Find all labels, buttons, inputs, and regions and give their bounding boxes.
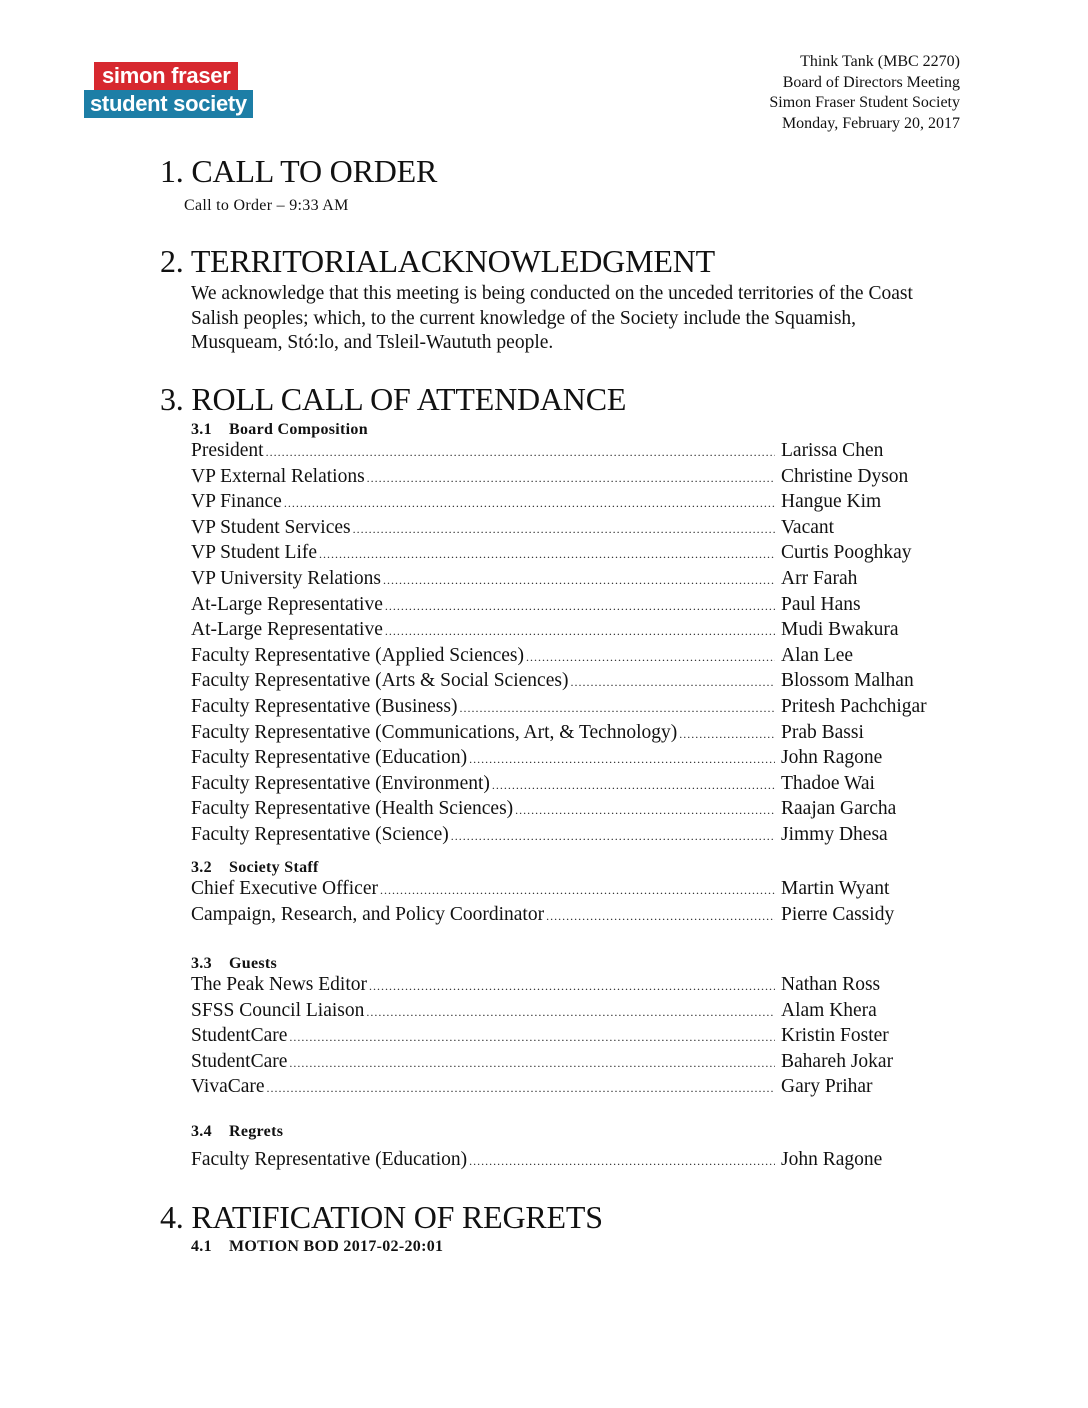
section-call-to-order-title: 1. CALL TO ORDER — [160, 153, 438, 189]
attendance-name: Christine Dyson — [781, 465, 909, 487]
attendance-name: Blossom Malhan — [781, 670, 914, 692]
guests-heading: 3.3 Guests — [191, 955, 278, 972]
dot-leader — [385, 619, 775, 644]
attendance-name: Gary Prihar — [781, 1076, 873, 1098]
meeting-type: Board of Directors Meeting — [782, 73, 960, 91]
meeting-org: Simon Fraser Student Society — [769, 94, 960, 111]
attendance-row — [191, 1075, 951, 1101]
society-staff — [191, 859, 971, 928]
attendance-name: Prab Bassi — [781, 721, 864, 743]
attendance-row — [191, 439, 951, 465]
attendance-role: VP University Relations — [191, 567, 381, 589]
dot-leader — [267, 1076, 775, 1101]
dot-leader — [679, 722, 775, 747]
motion-heading: 4.1 MOTION BOD 2017-02-20:01 — [191, 1238, 444, 1255]
attendance-name: Bahareh Jokar — [781, 1050, 894, 1072]
attendance-row — [191, 746, 951, 772]
attendance-name: Curtis Pooghkay — [781, 542, 912, 564]
dot-leader — [366, 1000, 775, 1025]
attendance-row — [191, 669, 951, 695]
dot-leader — [515, 798, 775, 823]
attendance-role: Campaign, Research, and Policy Coordinator — [191, 903, 545, 925]
dot-leader — [367, 466, 775, 491]
attendance-role: Chief Executive Officer — [191, 878, 378, 899]
dot-leader — [383, 568, 775, 593]
attendance-role: Faculty Representative (Education) — [191, 1149, 468, 1170]
attendance-name: John Ragone — [781, 1149, 883, 1170]
section-roll-call-title: 3. ROLL CALL OF ATTENDANCE — [160, 381, 627, 417]
call-to-order-time: Call to Order – 9:33 AM — [184, 197, 349, 214]
attendance-name: Alam Khera — [781, 999, 877, 1021]
dot-leader — [284, 491, 775, 516]
society-staff-heading: 3.2 Society Staff — [191, 859, 319, 876]
logo-line-1: simon fraser — [94, 62, 238, 90]
attendance-row — [191, 695, 951, 721]
dot-leader — [266, 440, 775, 465]
attendance-row — [191, 797, 951, 823]
attendance-row — [191, 644, 951, 670]
dot-leader — [546, 904, 775, 929]
attendance-name: Hangue Kim — [781, 491, 882, 513]
attendance-row — [191, 877, 951, 903]
regrets — [191, 1123, 971, 1174]
attendance-role: Faculty Representative (Arts & Social Sciences) — [191, 670, 569, 692]
regrets-heading: 3.4 Regrets — [191, 1123, 284, 1140]
board-composition-heading: 3.1 Board Composition — [191, 421, 368, 438]
attendance-role: At-Large Representative — [191, 593, 383, 615]
attendance-role: SFSS Council Liaison — [191, 999, 365, 1021]
logo-line-2: student society — [84, 90, 253, 118]
attendance-name: Jimmy Dhesa — [781, 823, 888, 845]
meeting-date: Monday, February 20, 2017 — [781, 114, 960, 132]
attendance-row — [191, 772, 951, 798]
attendance-row — [191, 541, 951, 567]
attendance-row — [191, 823, 951, 849]
dot-leader — [385, 594, 775, 619]
dot-leader — [459, 696, 775, 721]
sfss-logo — [84, 62, 264, 118]
guests-list — [191, 973, 971, 1101]
dot-leader — [469, 747, 775, 772]
attendance-name: Arr Farah — [781, 567, 858, 589]
attendance-row — [191, 1148, 951, 1174]
attendance-role: StudentCare — [191, 1025, 288, 1047]
section-ratification-title: 4. RATIFICATION OF REGRETS — [160, 1199, 603, 1235]
attendance-role: VP External Relations — [191, 465, 365, 487]
society-staff-list — [191, 877, 971, 928]
attendance-row — [191, 721, 951, 747]
territorial-acknowledgment-text: We acknowledge that this meeting is being conducted on the unceded territories of the Coast Salish peoples; which, to the current knowledge of the Society include the Squamish, Musqueam, Stó:lo, and Tsleil-Waututh people. — [191, 283, 913, 353]
attendance-role: VP Student Life — [191, 542, 318, 564]
attendance-role: StudentCare — [191, 1050, 288, 1072]
attendance-role: Faculty Representative (Environment) — [191, 772, 490, 794]
attendance-role: Faculty Representative (Health Sciences) — [191, 798, 514, 820]
attendance-role: Faculty Representative (Education) — [191, 747, 468, 769]
attendance-role: At-Large Representative — [191, 619, 383, 641]
attendance-name: Vacant — [781, 516, 835, 538]
dot-leader — [369, 974, 775, 999]
dot-leader — [353, 517, 775, 542]
dot-leader — [451, 824, 775, 849]
attendance-role: Faculty Representative (Business) — [191, 695, 458, 717]
attendance-row — [191, 1024, 951, 1050]
attendance-row — [191, 999, 951, 1025]
section-territorial-title: 2. TERRITORIALACKNOWLEDGMENT — [160, 243, 715, 279]
dot-leader — [492, 773, 775, 798]
attendance-row — [191, 465, 951, 491]
board-composition-list — [191, 439, 971, 849]
dot-leader — [380, 878, 775, 903]
attendance-name: John Ragone — [781, 747, 883, 769]
attendance-name: Alan Lee — [781, 644, 854, 666]
attendance-name: Pritesh Pachchigar — [781, 695, 927, 717]
attendance-name: Thadoe Wai — [781, 772, 875, 794]
dot-leader — [526, 645, 775, 670]
attendance-name: Nathan Ross — [781, 974, 881, 995]
attendance-row — [191, 567, 951, 593]
attendance-name: Raajan Garcha — [781, 798, 897, 820]
dot-leader — [319, 542, 775, 567]
attendance-role: VP Student Services — [191, 516, 351, 538]
meeting-header — [769, 52, 960, 134]
attendance-role: Faculty Representative (Communications, Art, & Technology) — [191, 721, 678, 743]
dot-leader — [289, 1025, 775, 1050]
attendance-row — [191, 516, 951, 542]
attendance-role: The Peak News Editor — [191, 974, 367, 995]
attendance-row — [191, 490, 951, 516]
attendance-name: Paul Hans — [781, 593, 861, 615]
board-composition — [191, 421, 971, 849]
attendance-name: Mudi Bwakura — [781, 619, 899, 641]
regrets-list — [191, 1148, 971, 1174]
attendance-role: VivaCare — [191, 1076, 265, 1098]
attendance-name: Martin Wyant — [781, 878, 890, 899]
attendance-row — [191, 903, 951, 929]
attendance-name: Larissa Chen — [781, 440, 884, 461]
attendance-row — [191, 973, 951, 999]
attendance-row — [191, 593, 951, 619]
attendance-name: Kristin Foster — [781, 1025, 889, 1047]
guests — [191, 955, 971, 1101]
meeting-location: Think Tank (MBC 2270) — [800, 53, 960, 70]
attendance-role: President — [191, 440, 264, 461]
attendance-role: Faculty Representative (Applied Sciences) — [191, 644, 525, 666]
dot-leader — [289, 1051, 775, 1076]
dot-leader — [469, 1149, 775, 1174]
attendance-row — [191, 618, 951, 644]
attendance-role: VP Finance — [191, 491, 282, 513]
attendance-name: Pierre Cassidy — [781, 903, 895, 925]
attendance-role: Faculty Representative (Science) — [191, 823, 449, 845]
dot-leader — [570, 670, 775, 695]
attendance-row — [191, 1050, 951, 1076]
